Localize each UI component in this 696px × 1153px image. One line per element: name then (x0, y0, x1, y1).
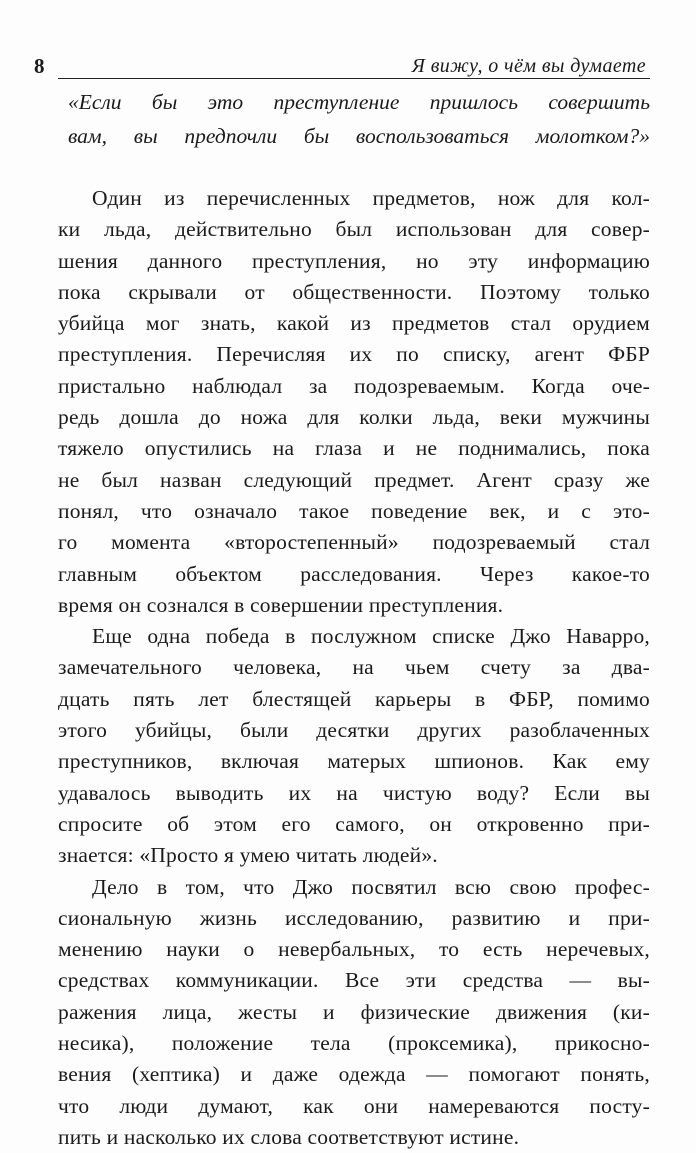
text-line: тяжело опустились на глаза и не поднимались, пока (58, 436, 650, 461)
page-number: 8 (34, 54, 45, 78)
quote-line: «Если бы это преступление пришлось совершить (68, 90, 650, 114)
text-line: вения (хептика) и даже одежда — помогают понять, (58, 1062, 650, 1087)
italic-quote (58, 85, 650, 153)
text-line: го момента «второстепенный» подозреваемый стал (58, 530, 650, 555)
text-line: пока скрывали от общественности. Поэтому только (58, 279, 650, 304)
text-line: знается: «Просто я умею читать людей». (58, 843, 438, 868)
text-line: средствах коммуникации. Все эти средства — вы- (58, 968, 650, 993)
running-title: Я вижу, о чём вы думаете (411, 55, 646, 77)
text-line: замечательного человека, на чьем счету за два- (58, 655, 650, 680)
text-line: несика), положение тела (проксемика), прикосно- (58, 1031, 650, 1056)
text-line: шения данного преступления, но эту информацию (58, 248, 650, 273)
text-line: что люди думают, как они намереваются посту- (58, 1093, 650, 1118)
text-line: удавалось выводить их на чистую воду? Если вы (58, 780, 650, 805)
text-line: время он сознался в совершении преступления. (58, 592, 504, 617)
text-line: редь дошла до ножа для колки льда, веки мужчины (58, 405, 650, 430)
running-head (34, 52, 650, 79)
body-text (58, 183, 650, 1153)
text-line: пить и насколько их слова соответствуют истине. (58, 1124, 520, 1149)
paragraph (58, 183, 650, 621)
text-line: этого убийцы, были десятки других разоблаченных (58, 718, 650, 743)
text-line: дцать пять лет блестящей карьеры в ФБР, помимо (58, 686, 650, 711)
quote-line: вам, вы предпочли бы воспользоваться молотком?» (68, 124, 650, 148)
paragraph (58, 621, 650, 871)
text-line: главным объектом расследования. Через какое-то (58, 561, 650, 586)
text-line: понял, что означало такое поведение век, и с это- (58, 498, 650, 523)
text-line: спросите об этом его самого, он откровенно при- (58, 811, 650, 836)
text-line: убийца мог знать, какой из предметов стал орудием (58, 311, 650, 336)
text-line: преступления. Перечисляя их по списку, агент ФБР (58, 342, 650, 367)
text-line: Еще одна победа в послужном списке Джо Наварро, (92, 624, 650, 649)
text-line: сиональную жизнь исследованию, развитию и при- (58, 905, 650, 930)
text-line: преступников, включая матерых шпионов. Как ему (58, 749, 650, 774)
text-line: менению науки о невербальных, то есть неречевых, (58, 937, 650, 962)
text-line: ражения лица, жесты и физические движения (ки- (58, 999, 650, 1024)
text-line: Дело в том, что Джо посвятил всю свою профес- (92, 874, 650, 899)
text-line: Один из перечисленных предметов, нож для кол- (92, 186, 650, 210)
paragraph (58, 872, 650, 1153)
text-line: пристально наблюдал за подозреваемым. Когда оче- (58, 373, 650, 398)
text-line: ки льда, действительно был использован для совер- (58, 217, 650, 242)
text-line: не был назван следующий предмет. Агент сразу же (58, 467, 650, 492)
